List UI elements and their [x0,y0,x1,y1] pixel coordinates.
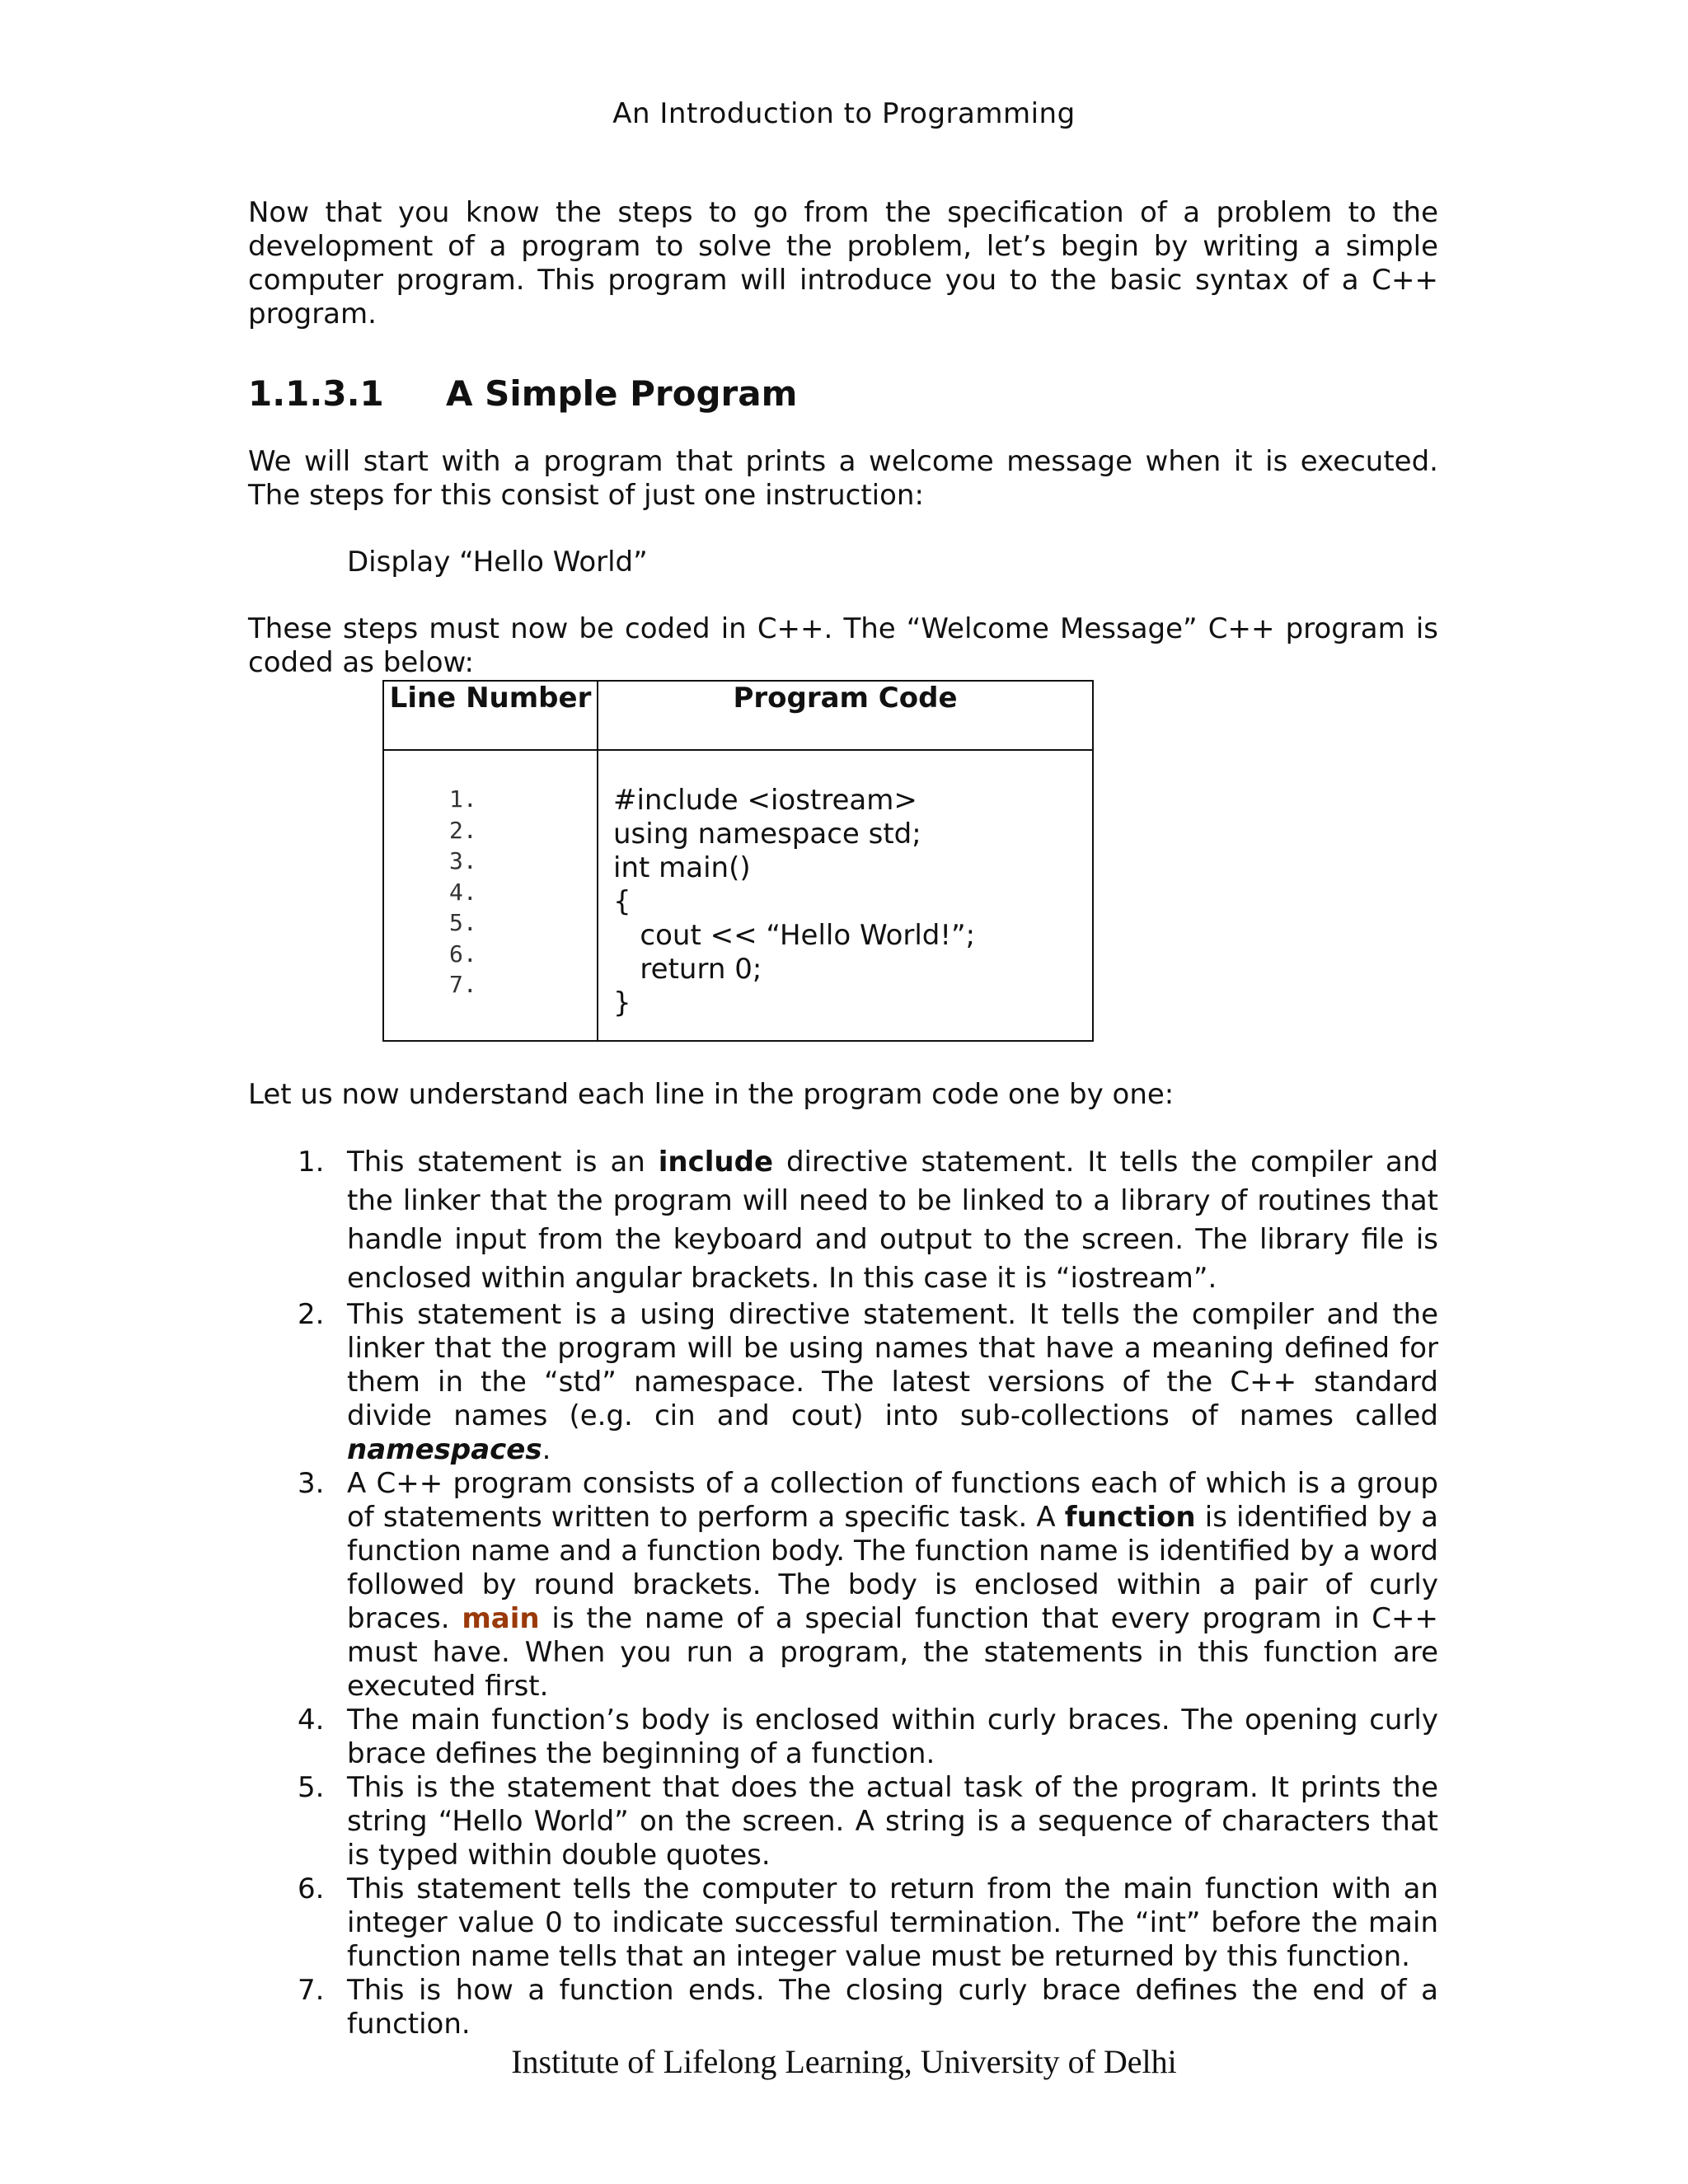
list-text: This is how a function ends. The closing curly brace defines the end of a function. [347,1973,1438,2041]
code-line: } [613,987,631,1019]
list-item [248,1771,1438,1872]
line-number: 7. [449,971,477,998]
list-item [248,1974,1438,2041]
code-line: using namespace std; [613,818,921,851]
explanation-list [248,1143,1438,2041]
list-text: . [542,1432,551,1466]
list-item [248,1872,1438,1974]
line-number: 2. [449,816,477,844]
keyword-function: function [1064,1500,1196,1534]
intro-paragraph: Now that you know the steps to go from the specification of a problem to the development of a program to solve the problem, let’s begin by writing a simple computer program. This program will introduce you to the basic syntax of a C++ program. [248,196,1438,330]
page-footer: Institute of Lifelong Learning, University of Delhi [511,2043,1177,2080]
code-line: return 0; [613,953,762,986]
keyword-main: main [462,1601,540,1635]
step-instruction: Display “Hello World” [347,546,648,579]
list-text: directive statement. It tells the compiler and the linker that the program will need to be linked to a library of routines that handle input from the keyboard and output to the screen. The library file is enclosed within angular brackets. In this case it is “iostream”. [347,1145,1438,1295]
line-number: 5. [449,909,477,936]
list-text: The main function’s body is enclosed within curly braces. The opening curly brace defines the beginning of a function. [347,1703,1438,1770]
section-heading [248,373,1438,415]
list-text: is the name of a special function that every program in C++ must have. When you run a program, the statements in this function are executed first. [347,1601,1438,1703]
list-item [248,1298,1438,1467]
list-item [248,1143,1438,1298]
line-number: 3. [449,847,477,874]
list-item [248,1467,1438,1704]
list-number: 6. [298,1872,325,1905]
start-paragraph: We will start with a program that prints a welcome message when it is executed. The steps for this consist of just one instruction: [248,445,1438,512]
table-body-row [383,750,1093,1041]
code-line: cout << “Hello World!”; [613,919,976,952]
line-numbers-cell [383,750,598,1041]
list-number: 7. [298,1973,325,2007]
program-code-cell [598,750,1093,1041]
list-number: 2. [298,1297,325,1331]
list-number: 1. [298,1145,325,1179]
program-code-header: Program Code [598,681,1093,750]
table-header-row [383,681,1093,750]
list-number: 3. [298,1466,325,1500]
coded-paragraph: These steps must now be coded in C++. The “Welcome Message” C++ program is coded as below: [248,612,1438,679]
list-text: This statement is a using directive statement. It tells the compiler and the linker that the program will be using names that have a meaning defined for them in the “std” namespace. The latest versions of the C++ standard divide names (e.g. cin and cout) into sub-collections of names called [347,1297,1438,1432]
line-number-header: Line Number [383,681,598,750]
page-header: An Introduction to Programming [612,97,1076,130]
list-number: 5. [298,1770,325,1804]
list-item [248,1704,1438,1771]
keyword-include: include [658,1145,774,1179]
list-number: 4. [298,1703,325,1736]
let-paragraph: Let us now understand each line in the program code one by one: [248,1077,1175,1111]
page-content [248,196,1438,2041]
section-number: 1.1.3.1 [248,373,384,414]
list-text: A C++ program consists of a collection of functions each of which is a group of statements written to perform a specific task. A [347,1466,1438,1534]
list-text: This is the statement that does the actual task of the program. It prints the string “Hello World” on the screen. A string is a sequence of characters that is typed within double quotes. [347,1770,1438,1872]
line-number: 4. [449,878,477,906]
list-text: This statement tells the computer to return from the main function with an integer value 0 to indicate successful termination. The “int” before the main function name tells that an integer value must be returned by this function. [347,1872,1438,1973]
program-code-table [382,680,1094,1042]
section-title: A Simple Program [446,373,798,414]
keyword-namespaces: namespaces [347,1432,542,1466]
list-text: is identified by a function name and a function body. The function name is identified by a word followed by round brackets. The body is enclosed within a pair of curly braces. [347,1500,1438,1635]
code-line: { [613,885,631,918]
line-number: 1. [449,785,477,813]
code-line: #include <iostream> [613,784,917,817]
line-number: 6. [449,940,477,968]
code-line: int main() [613,851,751,884]
list-text: This statement is an [347,1145,659,1179]
